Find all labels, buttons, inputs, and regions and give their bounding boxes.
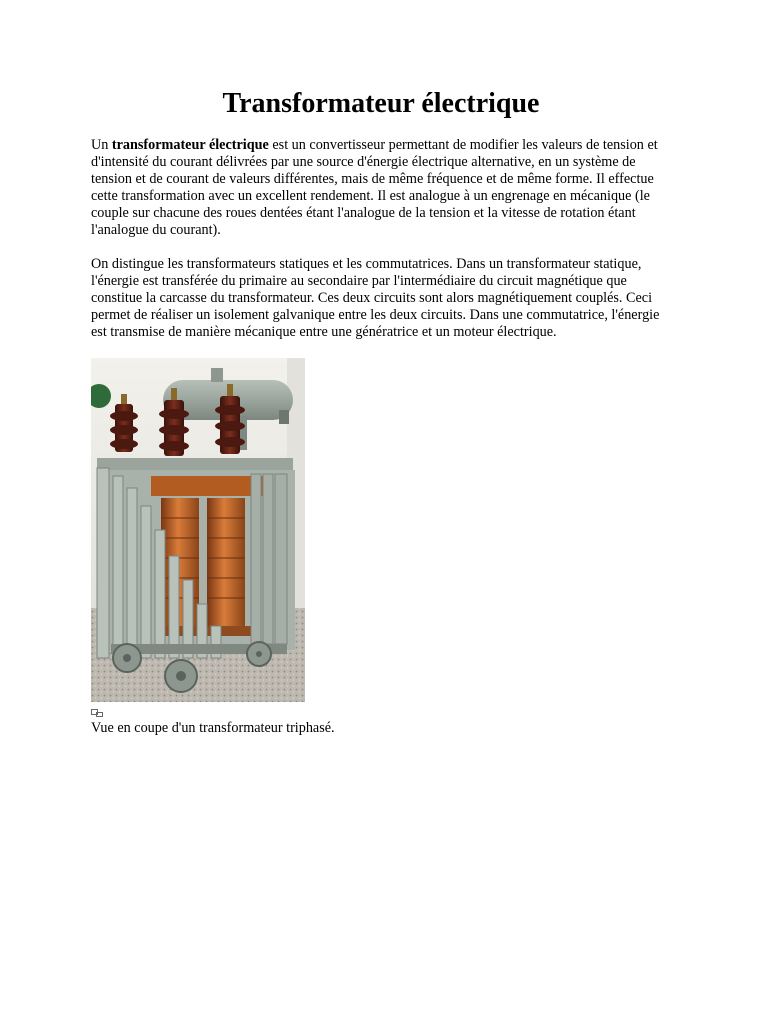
intro-lead: Un xyxy=(91,137,112,153)
image-anchor-icon xyxy=(91,704,103,712)
transformer-photo xyxy=(91,358,305,702)
paragraph-types: On distingue les transformateurs statiques et les commutatrices. Dans un transformateur statique, l'énergie est transférée du primaire au secondaire par l'intermédiaire du circuit magnétique que constitue la carcasse du transformateur. Ces deux circuits sont alors magnétiquement couplés. Ceci permet de réaliser un isolement galvanique entre les deux circuits. Dans une commutatrice, l'énergie est transmise de manière mécanique entre une génératrice et un moteur électrique. xyxy=(91,256,660,340)
transformer-illustration xyxy=(91,358,305,702)
intro-rest: est un convertisseur permettant de modifier les valeurs de tension et d'intensité du courant délivrées par une source d'énergie électrique alternative, en un système de tension et de courant de valeurs différentes, mais de même fréquence et de même forme. Il effectue cette transformation avec un excellent rendement. Il est analogue à un engrenage en mécanique (le couple sur chacune des roues dentées étant l'analogue de la tension et la vitesse de rotation étant l'analogue du courant). xyxy=(91,137,658,238)
paragraph-intro xyxy=(91,137,671,239)
document-title: Transformateur électrique xyxy=(222,88,540,119)
figure-caption: Vue en coupe d'un transformateur triphasé. xyxy=(91,720,335,736)
document-page xyxy=(91,86,671,737)
intro-bold-term: transformateur électrique xyxy=(111,137,269,153)
